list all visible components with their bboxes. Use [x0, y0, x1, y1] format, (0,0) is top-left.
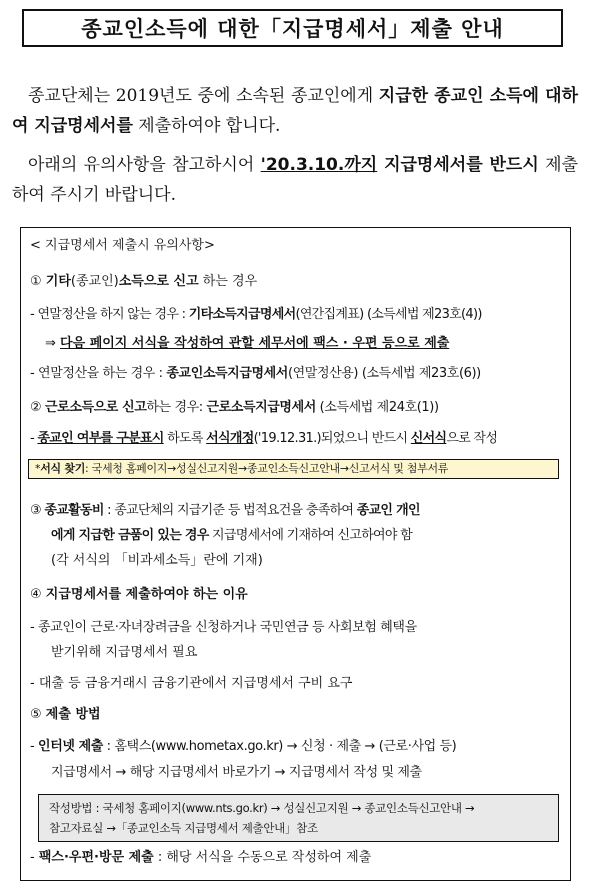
- section-4-item-2: [30, 674, 564, 694]
- intro-p1-text-c: 제출하여야 합니다.: [132, 116, 281, 136]
- s3-bold-1: 종교활동비: [44, 503, 104, 518]
- s3-bold-3: 에게 지급한 금품이 있는 경우: [51, 528, 209, 543]
- s2-d1-bold-3: 신서식: [410, 431, 447, 446]
- s3-text-1: : 종교단체의 지급기준 등 법적요건을 충족하여: [103, 503, 357, 518]
- s1-text-1: (종교인): [70, 274, 119, 289]
- section-5-item-1-line-1: [30, 737, 564, 757]
- find-form-path: : 국세청 홈페이지→성실신고지원→종교인소득신고안내→신고서식 및 첨부서류: [85, 462, 449, 475]
- find-form-label: 서식 찾기: [40, 462, 86, 475]
- section-5-item-1-line-2: 지급명세서 → 해당 지급명세서 바로가기 → 지급명세서 작성 및 제출: [51, 765, 422, 780]
- s1-d2-text-1: 연말정산을 하는 경우 :: [38, 366, 167, 381]
- section-4-item-1-line-2: 받기위해 지급명세서 필요: [51, 645, 198, 660]
- section-4-heading: [30, 585, 564, 605]
- s1-text-2: 하는 경우: [202, 274, 258, 289]
- dash: -: [30, 366, 35, 381]
- s1-d1-bold: 기타소득지급명세서: [188, 307, 296, 322]
- s2-d1-text-1: 하도록: [163, 431, 207, 446]
- s1-d2-law-ref: (소득세법 제23호(6)): [361, 366, 481, 381]
- section-2-heading: [30, 398, 564, 418]
- s2-d1-text-3: 으로 작성: [446, 431, 498, 446]
- page-title: 종교인소득에 대한「지급명세서」제출 안내: [81, 17, 504, 41]
- s1-d2-bold: 종교인소득지급명세서: [166, 366, 288, 381]
- intro-p2-deadline: '20.3.10.까지: [260, 155, 378, 175]
- s1-arrow-text: 다음 페이지 서식을 작성하여 관할 세무서에 팩스 · 우편 등으로 제출: [60, 336, 450, 351]
- s5-d2-text: : 해당 서식을 수동으로 작성하여 제출: [153, 850, 372, 865]
- s2-d1-bold-1: 종교인 여부를 구분표시: [37, 431, 164, 446]
- s2-d1-bold-2: 서식개정: [206, 431, 254, 446]
- intro-paragraph-2: [12, 150, 578, 210]
- dash: -: [30, 739, 35, 754]
- s1-bold-2: 소득으로 신고: [118, 274, 199, 289]
- s4-bold: 지급명세서를 제출하여야 하는 이유: [45, 587, 248, 602]
- section-5-number: ⑤: [30, 707, 42, 722]
- intro-p1-text-a: 종교단체는 2019년도 중에 소속된 종교인에게: [28, 86, 379, 106]
- guide-line-1: 작성방법 : 국세청 홈페이지(www.nts.go.kr) → 성실신고지원 → 종교인소득신고안내 →: [49, 801, 475, 815]
- s1-d2-text-2: (연말정산용): [287, 366, 359, 381]
- dash: -: [30, 431, 34, 446]
- s1-bold-1: 기타: [45, 274, 71, 289]
- writing-guide-box: [38, 794, 559, 842]
- s3-text-2: 지급명세서에 기재하여 신고하여야 함: [208, 528, 413, 543]
- s4-d1-text-1: 종교인이 근로·자녀장려금을 신청하거나 국민연금 등 사회보험 혜택을: [38, 620, 417, 635]
- s2-text-1: 하는 경우:: [146, 400, 207, 415]
- section-2-item-1: [30, 429, 564, 449]
- notice-box: [20, 227, 571, 881]
- double-arrow-icon: ⇒: [45, 336, 56, 351]
- intro-p2-text-a: 아래의 유의사항을 참고하시어: [28, 155, 261, 175]
- intro-p2-text-d: 제출하여 주시기 바랍니다.: [12, 155, 579, 205]
- guide-line-2: 참고자료실 →「종교인소득 지급명세서 제출안내」참조: [49, 821, 318, 835]
- dash: -: [30, 850, 35, 865]
- title-box: [22, 9, 563, 47]
- intro-p2-bold: 지급명세서를 반드시: [377, 155, 539, 175]
- s2-law-ref: (소득세법 제24호(1)): [319, 400, 439, 415]
- s2-bold-1: 근로소득으로 신고: [45, 400, 147, 415]
- intro-p1-bold: 지급한 종교인 소득에 대하여 지급명세서를: [12, 86, 578, 136]
- s4-d2-text: 대출 등 금융거래시 금융기관에서 지급명세서 구비 요구: [38, 676, 353, 691]
- form-location-note: [28, 459, 559, 479]
- section-1-arrow-note: [45, 334, 564, 354]
- s2-d1-text-2: ('19.12.31.)되었으니 반드시: [253, 431, 411, 446]
- section-3-number: ③: [30, 503, 41, 518]
- dash: -: [30, 676, 35, 691]
- section-5-item-2: [30, 848, 564, 868]
- notice-header: < 지급명세서 제출시 유의사항>: [30, 238, 215, 253]
- section-5-heading: [30, 705, 564, 725]
- s5-bold: 제출 방법: [45, 707, 101, 722]
- asterisk: *: [35, 462, 41, 475]
- s5-d2-bold: 팩스·우편·방문 제출: [38, 850, 154, 865]
- section-4-item-1-line-1: [30, 618, 564, 638]
- dash: -: [30, 620, 35, 635]
- section-1-item-2: [30, 364, 564, 384]
- section-1-heading: [30, 272, 564, 292]
- s5-d1-bold: 인터넷 제출: [38, 739, 103, 754]
- dash: -: [30, 307, 34, 322]
- section-4-number: ④: [30, 587, 42, 602]
- section-2-number: ②: [30, 400, 42, 415]
- s2-bold-2: 근로소득지급명세서: [206, 400, 316, 415]
- section-3-line-2: [51, 526, 564, 546]
- intro-paragraph-1: [12, 81, 578, 141]
- s1-d1-text-1: 연말정산을 하지 않는 경우 :: [37, 307, 189, 322]
- section-1-number: ①: [30, 274, 42, 289]
- section-1-item-1: [30, 305, 564, 325]
- s1-d1-law-ref: (소득세법 제23호(4)): [366, 307, 482, 322]
- s3-bold-2: 종교인 개인: [356, 503, 420, 518]
- s5-d1-text-1: : 홈택스(www.hometax.go.kr) → 신청 · 제출 → (근로·사업 등): [102, 739, 457, 754]
- s1-d1-text-2: (연간집계표): [295, 307, 364, 322]
- section-3-line-3: (각 서식의 「비과세소득」란에 기재): [51, 553, 263, 568]
- section-3-line-1: [30, 501, 564, 521]
